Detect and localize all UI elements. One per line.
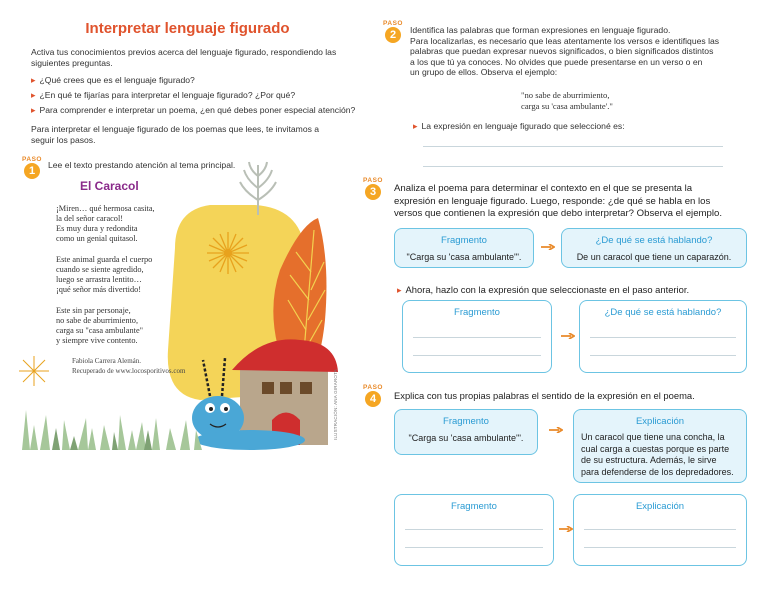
image-credit: ILUSTRACIÓN: ANA GIRAROTA (333, 369, 338, 440)
poem-credit: Fabiola Carrera Alemán. Recuperado de www.locosporitivos.com (72, 357, 186, 375)
question-1: ▸ ¿Qué crees que es el lenguaje figurado? (31, 75, 195, 86)
step-4-example-fragment-box: Fragmento "Carga su 'casa ambulante'". (394, 409, 538, 455)
step-2-example: "no sabe de aburrimiento, carga su 'casa ambulante'." (521, 90, 613, 111)
invite-text: Para interpretar el lenguaje figurado de los poemas que lees, te invitamos a seguir los pasos. (31, 124, 320, 145)
question-2: ▸ ¿En qué te fijarías para interpretar el lenguaje figurado? ¿Por qué? (31, 90, 295, 101)
grass (22, 410, 202, 450)
poem-stanza-3: Este sin par personaje, no sabe de aburrimiento, carga su "casa ambulante" y siempre vive contento. (56, 306, 144, 345)
poem-title: El Caracol (80, 179, 139, 193)
arrow-icon (561, 333, 575, 339)
step-2-prompt: ▸ La expresión en lenguaje figurado que seleccioné es: (413, 121, 625, 132)
poem-stanza-2: Este animal guarda el cuerpo cuando se siente agredido, luego se arrastra lentito… ¡qué señor más divertido! (56, 255, 153, 294)
poem-stanza-1: ¡Miren… qué hermosa casita, la del señor caracol! Es muy dura y redondita como un genial quitasol. (56, 204, 155, 243)
question-3: ▸ Para comprender e interpretar un poema, ¿en qué debes poner especial atención? (31, 105, 355, 116)
step-3-prompt: ▸ Ahora, hazlo con la expresión que seleccionaste en el paso anterior. (397, 284, 689, 296)
step-4-example-explain-box: Explicación Un caracol que tiene una concha, la cual carga a cuestas porque es parte de su estructura. Además, le sirve para defenderse de los depredadores. (573, 409, 747, 483)
page-title: Interpretar lenguaje figurado (85, 20, 290, 37)
answer-line[interactable] (423, 146, 723, 147)
step-4-explain-box[interactable]: Explicación (573, 494, 747, 566)
step-1-text: Lee el texto prestando atención al tema principal. (48, 160, 236, 170)
arrow-icon (559, 526, 573, 532)
right-page (363, 0, 768, 594)
step-3-text: Analiza el poema para determinar el contexto en el que se presenta la expresión en lenguaje figurado. Luego, responde: ¿de qué se habla en los versos que contienen la expresión que debo interpretar? Observa el ejemplo. (394, 183, 722, 220)
step-2-text: Identifica las palabras que forman expresiones en lenguaje figurado. Para localizarlas, es necesario que leas atentamente los versos e identifiques las palabras que puedan expresar nuevos significados, o bien significados distintos a los que tú ya conoces. No olvides que puede presentarse en un verso o en un grupo de ellos. Observa el ejemplo: (410, 25, 720, 78)
step-4-text: Explica con tus propias palabras el sentido de la expresión en el poema. (394, 390, 695, 401)
step-4-badge: PASO 4 (363, 384, 383, 405)
arrow-icon (549, 427, 563, 433)
arrow-icon (541, 244, 555, 250)
step-3-topic-box[interactable]: ¿De qué se está hablando? (579, 300, 747, 373)
step-3-example-topic-box: ¿De qué se está hablando? De un caracol que tiene un caparazón. (561, 228, 747, 268)
step-3-fragment-box[interactable]: Fragmento (402, 300, 552, 373)
step-3-badge: PASO 3 (363, 177, 383, 198)
intro-text: Activa tus conocimientos previos acerca del lenguaje figurado, respondiendo las siguientes preguntas. (31, 47, 337, 68)
left-page (0, 0, 375, 594)
step-4-fragment-box[interactable]: Fragmento (394, 494, 554, 566)
step-3-example-fragment-box: Fragmento "Carga su 'casa ambulante'". (394, 228, 534, 268)
answer-line[interactable] (423, 166, 723, 167)
step-1-badge: PASO 1 (22, 156, 42, 177)
step-2-badge: PASO 2 (383, 20, 403, 41)
small-sun-icon (19, 356, 49, 386)
